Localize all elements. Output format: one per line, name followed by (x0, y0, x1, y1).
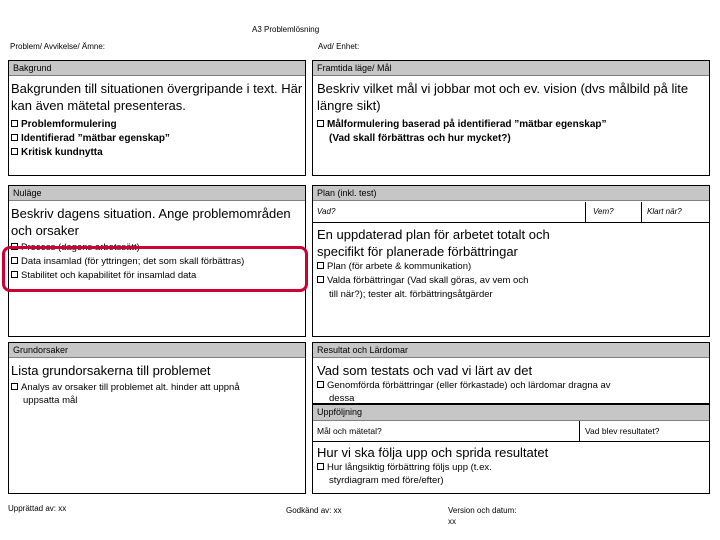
nulage-item: Process (dagens arbetssätt) (11, 241, 305, 255)
grundorsaker-text: Lista grundorsakerna till problemet (11, 363, 211, 378)
checkbox-icon (317, 262, 324, 269)
uppfoljning-col-mal: Mål och mätetal? (317, 426, 382, 436)
bakgrund-section (8, 60, 306, 176)
checkbox-icon (11, 134, 18, 141)
nulage-item: Data insamlad (för yttringen; det som skall förbättras) (11, 255, 305, 269)
uppfoljning-col-vad: Vad blev resultatet? (585, 426, 660, 436)
uppfoljning-header: Uppföljning (313, 405, 709, 421)
uppfoljning-item-cont: styrdiagram med före/efter) (329, 475, 444, 486)
plan-text: En uppdaterad plan för arbetet totalt och specifikt för planerade förbättringar (317, 227, 550, 259)
document-title: A3 Problemlösning (252, 25, 320, 34)
checkbox-icon (11, 120, 18, 127)
grundorsaker-header: Grundorsaker (9, 343, 305, 358)
grundorsaker-item: Analys av orsaker till problemet alt. hinder att uppnå (11, 381, 305, 394)
bakgrund-item: Identifierad ”mätbar egenskap” (11, 132, 305, 146)
dept-label: Avd/ Enhet: (318, 42, 360, 51)
nulage-text: Beskriv dagens situation. Ange problemområden och orsaker (11, 206, 291, 238)
upprattad-label: Upprättad av: xx (8, 504, 67, 513)
plan-item: Valda förbättringar (Vad skall göras, av vem och (317, 274, 528, 288)
plan-header: Plan (inkl. test) (313, 186, 709, 201)
highlight-rectangle (2, 246, 308, 292)
framtida-header: Framtida läge/ Mål (313, 61, 709, 76)
bakgrund-item: Problemformulering (11, 118, 305, 132)
nulage-item: Stabilitet och kapabilitet för insamlad data (11, 269, 305, 283)
bakgrund-header: Bakgrund (9, 61, 305, 76)
bakgrund-text: Bakgrunden till situationen övergripande i text. Här kan även mätetal presenteras. (11, 81, 303, 113)
framtida-section (312, 60, 710, 176)
plan-item: Plan (för arbete & kommunikation) (317, 260, 528, 274)
resultat-header: Resultat och Lärdomar (313, 343, 709, 358)
version-value: xx (448, 517, 456, 526)
plan-col-vad: Vad? (317, 207, 336, 216)
checkbox-icon (317, 120, 324, 127)
godkand-label: Godkänd av: xx (286, 506, 342, 515)
framtida-text: Beskriv vilket mål vi jobbar mot och ev. vision (dvs målbild på lite längre sikt) (317, 81, 689, 113)
checkbox-icon (317, 276, 324, 283)
framtida-item-cont: (Vad skall förbättras och hur mycket?) (329, 133, 511, 144)
resultat-section (312, 342, 710, 404)
problem-label: Problem/ Avvikelse/ Ämne: (10, 42, 106, 51)
plan-col-klart: Klart när? (647, 207, 682, 216)
bakgrund-item: Kritisk kundnytta (11, 146, 305, 160)
resultat-text: Vad som testats och vad vi lärt av det (317, 363, 533, 378)
version-label: Version och datum: (448, 506, 517, 515)
uppfoljning-item: Hur långsiktig förbättring följs upp (t.ex. (317, 461, 492, 474)
uppfoljning-section (312, 404, 710, 494)
grundorsaker-section (8, 342, 306, 494)
plan-section (312, 185, 710, 337)
resultat-item: Genomförda förbättringar (eller förkastade) och lärdomar dragna av (317, 379, 709, 392)
plan-col-vem: Vem? (593, 207, 614, 216)
plan-item-cont: till när?); tester alt. förbättringsåtgärder (329, 289, 493, 300)
grundorsaker-item-cont: uppsatta mål (23, 395, 78, 406)
nulage-header: Nuläge (9, 186, 305, 201)
checkbox-icon (11, 383, 18, 390)
resultat-item-cont: dessa (329, 393, 355, 404)
checkbox-icon (317, 381, 324, 388)
checkbox-icon (11, 148, 18, 155)
uppfoljning-text: Hur vi ska följa upp och sprida resultatet (317, 445, 549, 460)
checkbox-icon (317, 463, 324, 470)
framtida-item: Målformulering baserad på identifierad ”mätbar egenskap” (317, 118, 709, 132)
